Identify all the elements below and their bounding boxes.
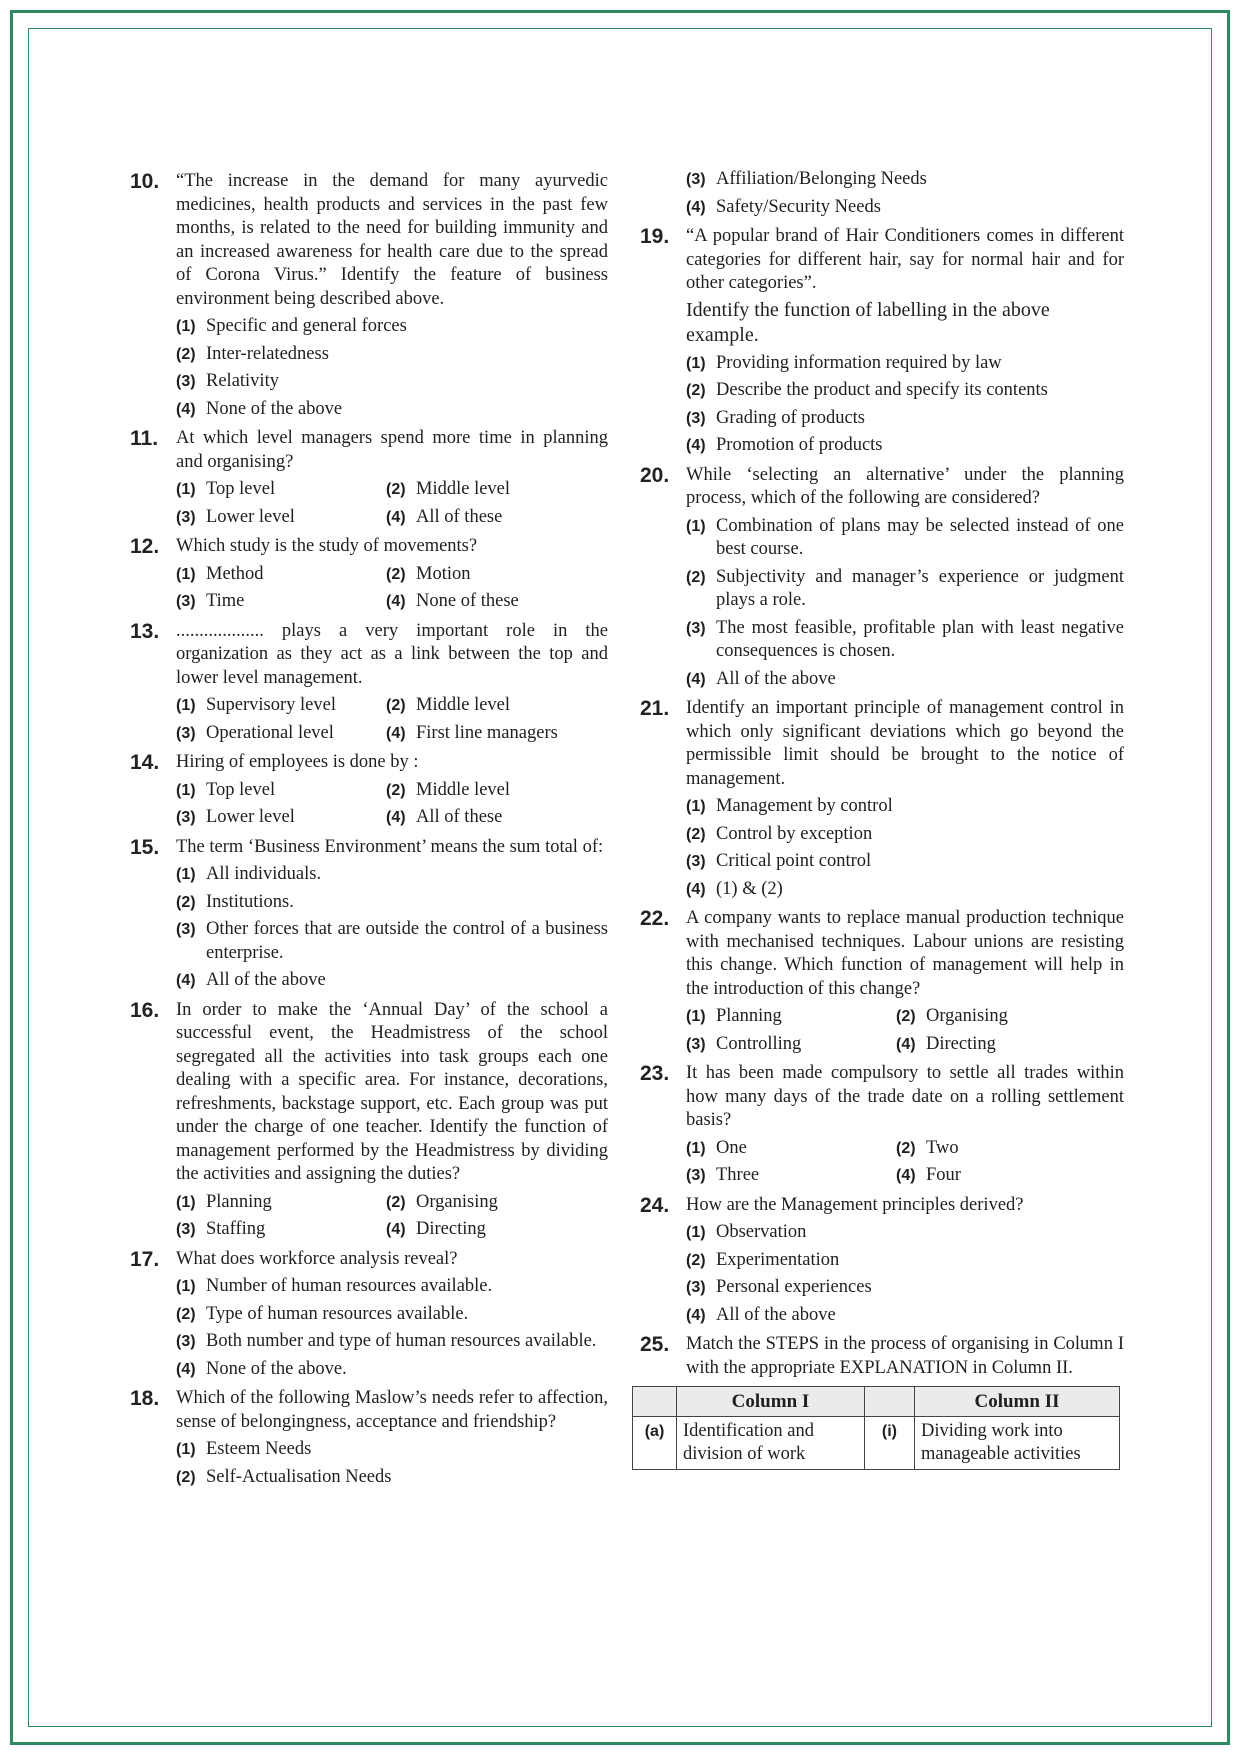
question-number: 15. — [130, 835, 160, 859]
question-number: 14. — [130, 751, 160, 774]
question-text: ................... plays a very important role in the organization as they act as a link between the top and lower level management. — [176, 620, 608, 688]
question-text: What does workforce analysis reveal? — [176, 1248, 458, 1269]
question-18 — [130, 1387, 608, 1489]
option-4: (4) All of the above — [176, 970, 326, 990]
option-1: (1) One — [686, 1137, 747, 1158]
option-3: (3) Both number and type of human resources available. — [176, 1331, 597, 1351]
option-4: (4) None of the above — [176, 398, 343, 419]
question-text: At which level managers spend more time in planning and organising? — [176, 428, 608, 472]
question-13 — [130, 620, 608, 746]
option-4: (4) (1) & (2) — [686, 878, 783, 899]
option-4: (4) None of these — [386, 591, 519, 611]
option-1: (1) Supervisory level — [176, 695, 336, 715]
option-3: (3) Controlling — [686, 1033, 802, 1054]
row-tag-i: (i) — [864, 1417, 914, 1470]
question-20 — [640, 464, 1124, 692]
option-3: (3) Operational level — [176, 722, 334, 743]
question-text: Which study is the study of movements? — [176, 536, 478, 556]
option-2: (2) Organising — [896, 1006, 1008, 1026]
option-3: (3) Three — [686, 1165, 760, 1185]
option-1: (1) Planning — [686, 1006, 782, 1026]
option-3: (3) Staffing — [176, 1219, 266, 1239]
option-3: (3) Lower level — [176, 506, 295, 527]
option-1: (1) Method — [176, 563, 264, 584]
option-2: (2) Middle level — [386, 779, 511, 800]
option-3: (3) Relativity — [176, 371, 279, 391]
question-number: 17. — [130, 1247, 160, 1271]
question-18-continued — [640, 168, 1124, 219]
option-2: (2) Type of human resources available. — [176, 1303, 469, 1324]
question-text: The term ‘Business Environment’ means the sum total of: — [176, 836, 604, 857]
option-1: (1) Observation — [686, 1222, 807, 1242]
question-22 — [640, 907, 1124, 1056]
option-2: (2) Institutions. — [176, 891, 294, 912]
option-3: (3) Grading of products — [686, 407, 865, 428]
option-3: (3) Critical point control — [686, 851, 872, 871]
option-1: (1) Top level — [176, 479, 276, 499]
option-4: (4) Safety/Security Needs — [686, 196, 881, 217]
option-3: (3) The most feasible, profitable plan with least negative consequences is chosen. — [686, 617, 1124, 661]
option-2: (2) Two — [896, 1137, 959, 1158]
option-4: (4) All of the above — [686, 668, 836, 689]
question-text: While ‘selecting an alternative’ under the planning process, which of the following are considered? — [686, 464, 1124, 508]
column-1-header: Column I — [677, 1387, 865, 1417]
question-text: Which of the following Maslow’s needs refer to affection, sense of belongingness, acceptance and friendship? — [176, 1388, 608, 1432]
question-24 — [640, 1194, 1124, 1328]
match-table-header — [633, 1387, 1120, 1417]
question-text: In order to make the ‘Annual Day’ of the school a successful event, the Headmistress of the school segregated all the activities into task groups each one dealing with a specific area. For instance, decorations, refreshments, backstage support, etc. Each group was put under the charge of one teacher. Identify the function of management performed by the Headmistress by dividing the activities and assigning the duties? — [176, 999, 608, 1184]
question-subtext: Identify the function of labelling in the above example. — [686, 298, 1050, 346]
option-2: (2) Experimentation — [686, 1249, 840, 1270]
question-text: “A popular brand of Hair Conditioners comes in different categories for different hair, say for normal hair and for other categories”. — [686, 226, 1124, 293]
option-1: (1) Combination of plans may be selected instead of one best course. — [686, 515, 1124, 559]
row-text-i: Dividing work into manageable activities — [914, 1417, 1119, 1470]
option-3: (3) Affiliation/Belonging Needs — [686, 169, 927, 189]
option-1: (1) Specific and general forces — [176, 316, 407, 336]
left-column — [130, 170, 608, 1495]
question-number: 20. — [640, 463, 670, 487]
question-number: 19. — [640, 225, 670, 248]
row-text-a: Identification and division of work — [677, 1417, 865, 1470]
row-tag-a: (a) — [633, 1417, 677, 1470]
option-1: (1) Number of human resources available. — [176, 1276, 493, 1296]
option-3: (3) Personal experiences — [686, 1277, 872, 1297]
question-14 — [130, 751, 608, 830]
option-1: (1) Providing information required by law — [686, 352, 1002, 373]
option-1: (1) Top level — [176, 779, 276, 800]
question-15 — [130, 836, 608, 993]
option-4: (4) All of the above — [686, 1304, 836, 1325]
question-17 — [130, 1248, 608, 1382]
question-number: 16. — [130, 998, 160, 1022]
question-12 — [130, 535, 608, 614]
option-2: (2) Self-Actualisation Needs — [176, 1466, 392, 1487]
option-2: (2) Describe the product and specify its contents — [686, 380, 1048, 400]
question-number: 13. — [130, 619, 160, 643]
option-1: (1) Esteem Needs — [176, 1439, 312, 1459]
question-25 — [640, 1333, 1124, 1380]
question-text: Identify an important principle of management control in which only significant deviations which go beyond the permissible limit should be brought to the notice of management. — [686, 698, 1124, 789]
option-4: (4) Four — [896, 1165, 961, 1185]
match-table — [632, 1386, 1120, 1470]
match-table-row — [633, 1417, 1120, 1470]
question-number: 22. — [640, 907, 670, 930]
question-19 — [640, 225, 1124, 458]
option-2: (2) Control by exception — [686, 823, 873, 844]
option-1: (1) Management by control — [686, 796, 893, 816]
question-number: 10. — [130, 170, 160, 193]
option-4: (4) Directing — [386, 1219, 486, 1239]
question-number: 11. — [130, 427, 159, 450]
question-text: A company wants to replace manual production technique with mechanised techniques. Labour unions are resisting this change. Which function of management will help in the introduction of this change? — [686, 908, 1124, 999]
question-10 — [130, 170, 608, 421]
question-number: 18. — [130, 1387, 160, 1410]
question-text: Hiring of employees is done by : — [176, 752, 419, 772]
question-21 — [640, 697, 1124, 901]
question-number: 24. — [640, 1193, 670, 1217]
right-column — [640, 170, 1124, 1470]
question-text: It has been made compulsory to settle all trades within how many days of the trade date on a rolling settlement basis? — [686, 1063, 1124, 1130]
option-2: (2) Subjectivity and manager’s experience or judgment plays a role. — [686, 566, 1124, 610]
question-16 — [130, 999, 608, 1242]
option-4: (4) All of these — [386, 506, 503, 527]
option-1: (1) All individuals. — [176, 864, 322, 884]
question-text: “The increase in the demand for many ayurvedic medicines, health products and services in the past few months, is related to the need for building immunity and an increased awareness for health care due to the spread of Corona Virus.” Identify the feature of business environment being described above. — [176, 171, 608, 309]
option-3: (3) Lower level — [176, 807, 295, 827]
question-11 — [130, 427, 608, 529]
question-number: 21. — [640, 697, 670, 720]
option-1: (1) Planning — [176, 1191, 272, 1212]
question-23 — [640, 1062, 1124, 1188]
option-4: (4) All of these — [386, 807, 503, 827]
option-4: (4) None of the above. — [176, 1358, 347, 1379]
option-4: (4) First line managers — [386, 722, 558, 743]
option-4: (4) Directing — [896, 1033, 996, 1054]
option-2: (2) Middle level — [386, 479, 511, 499]
option-2: (2) Inter-relatedness — [176, 343, 329, 364]
option-3: (3) Time — [176, 591, 245, 611]
option-2: (2) Middle level — [386, 695, 511, 715]
option-3: (3) Other forces that are outside the control of a business enterprise. — [176, 919, 608, 963]
option-2: (2) Motion — [386, 563, 471, 584]
question-number: 25. — [640, 1333, 670, 1356]
column-2-header: Column II — [914, 1387, 1119, 1417]
option-2: (2) Organising — [386, 1191, 498, 1212]
question-number: 12. — [130, 535, 160, 558]
question-number: 23. — [640, 1062, 670, 1085]
option-4: (4) Promotion of products — [686, 435, 883, 455]
question-text: Match the STEPS in the process of organising in Column I with the appropriate EXPLANATION in Column II. — [686, 1334, 1124, 1378]
question-text: How are the Management principles derived? — [686, 1194, 1024, 1215]
